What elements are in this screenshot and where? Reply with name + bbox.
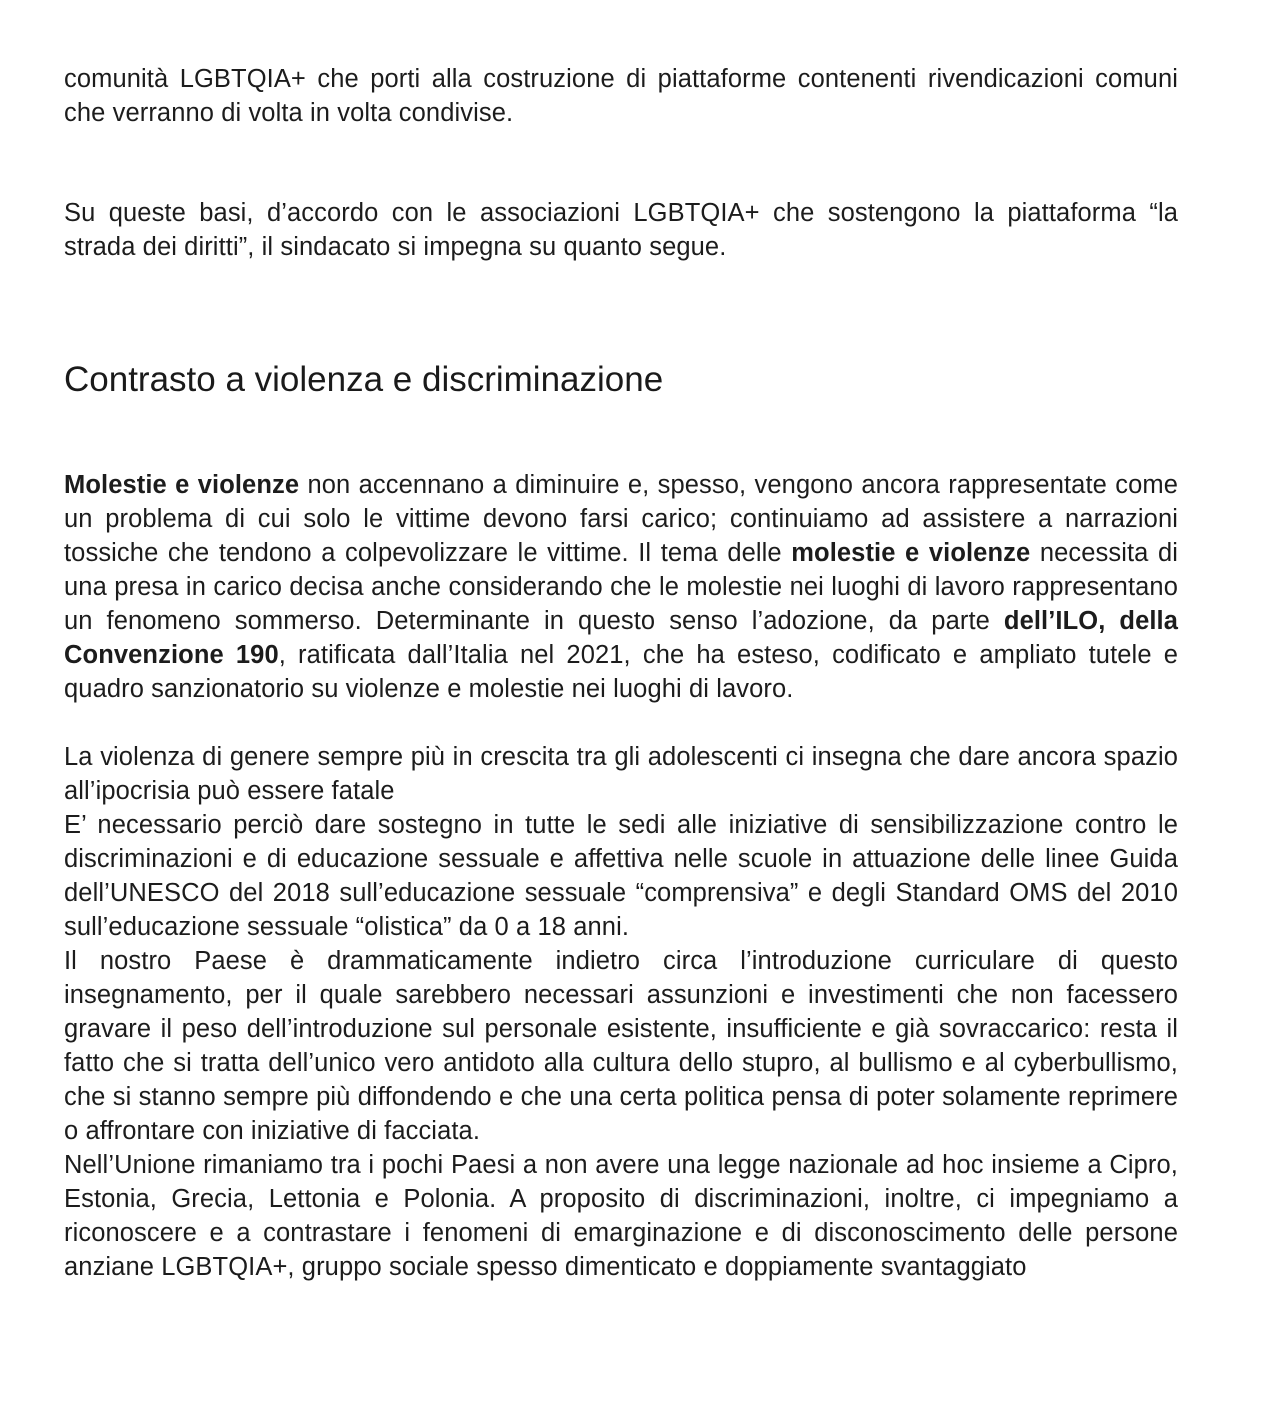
bold-ilo-convenzione: dell’ILO, della Convenzione 190 (64, 607, 1178, 669)
violenza-paragraph-2: E’ necessario perciò dare sostegno in tutte le sedi alle iniziative di sensibilizzazione contro le discriminazioni e di educazione sessuale e affettiva nelle scuole in attuazione delle linee Guida dell’UNESCO del 2018 sull’educazione sessuale “comprensiva” e degli Standard OMS del 2010 sull’educazione sessuale “olistica” da 0 a 18 anni. (64, 811, 1178, 941)
violenza-paragraph-3: Il nostro Paese è drammaticamente indietro circa l’introduzione curriculare di questo insegnamento, per il quale sarebbero necessari assunzioni e investimenti che non facessero gravare il peso dell’introduzione sul personale esistente, insufficiente e già sovraccarico: resta il fatto che si tratta dell’unico vero antidoto alla cultura dello stupro, al bullismo e al cyberbullismo, che si stanno sempre più diffondendo e che una certa politica pensa di poter solamente reprimere o affrontare con iniziative di facciata. (64, 947, 1178, 1145)
intro-paragraph: comunità LGBTQIA+ che porti alla costruzione di piattaforme contenenti rivendicazioni comuni che verranno di volta in volta condivise. (64, 65, 1178, 127)
bold-molestie-violenze-2: molestie e violenze (791, 539, 1031, 567)
violenza-paragraph-1: La violenza di genere sempre più in crescita tra gli adolescenti ci insegna che dare ancora spazio all’ipocrisia può essere fatale (64, 743, 1178, 805)
molestie-text-2: necessita di una presa in carico decisa anche considerando che le molestie nei luoghi di lavoro rappresentano un fenomeno sommerso. Determinante in questo senso l’adozione, da parte (64, 539, 1179, 635)
violenza-paragraph-4: Nell’Unione rimaniamo tra i pochi Paesi a non avere una legge nazionale ad hoc insieme a Cipro, Estonia, Grecia, Lettonia e Polonia. A proposito di discriminazioni, inoltre, ci impegniamo a riconoscere e a contrastare i fenomeni di emarginazione e di disconoscimento delle persone anziane LGBTQIA+, gruppo sociale spesso dimenticato e doppiamente svantaggiato (64, 1151, 1178, 1281)
section-heading: Contrasto a violenza e discriminazione (64, 360, 664, 399)
molestie-paragraph (64, 468, 1178, 706)
bold-molestie-violenze: Molestie e violenze (64, 471, 300, 499)
molestie-text-1: non accennano a diminuire e, spesso, vengono ancora rappresentate come un problema di cui solo le vittime devono farsi carico; continuiamo ad assistere a narrazioni tossiche che tendono a colpevolizzare le vittime. Il tema delle (64, 471, 1178, 567)
molestie-text-3: , ratificata dall’Italia nel 2021, che ha esteso, codificato e ampliato tutele e quadro sanzionatorio su violenze e molestie nei luoghi di lavoro. (64, 641, 1178, 703)
violenza-section (64, 740, 1178, 1284)
basi-paragraph: Su queste basi, d’accordo con le associazioni LGBTQIA+ che sostengono la piattaforma “la strada dei diritti”, il sindacato si impegna su quanto segue. (64, 199, 1178, 261)
